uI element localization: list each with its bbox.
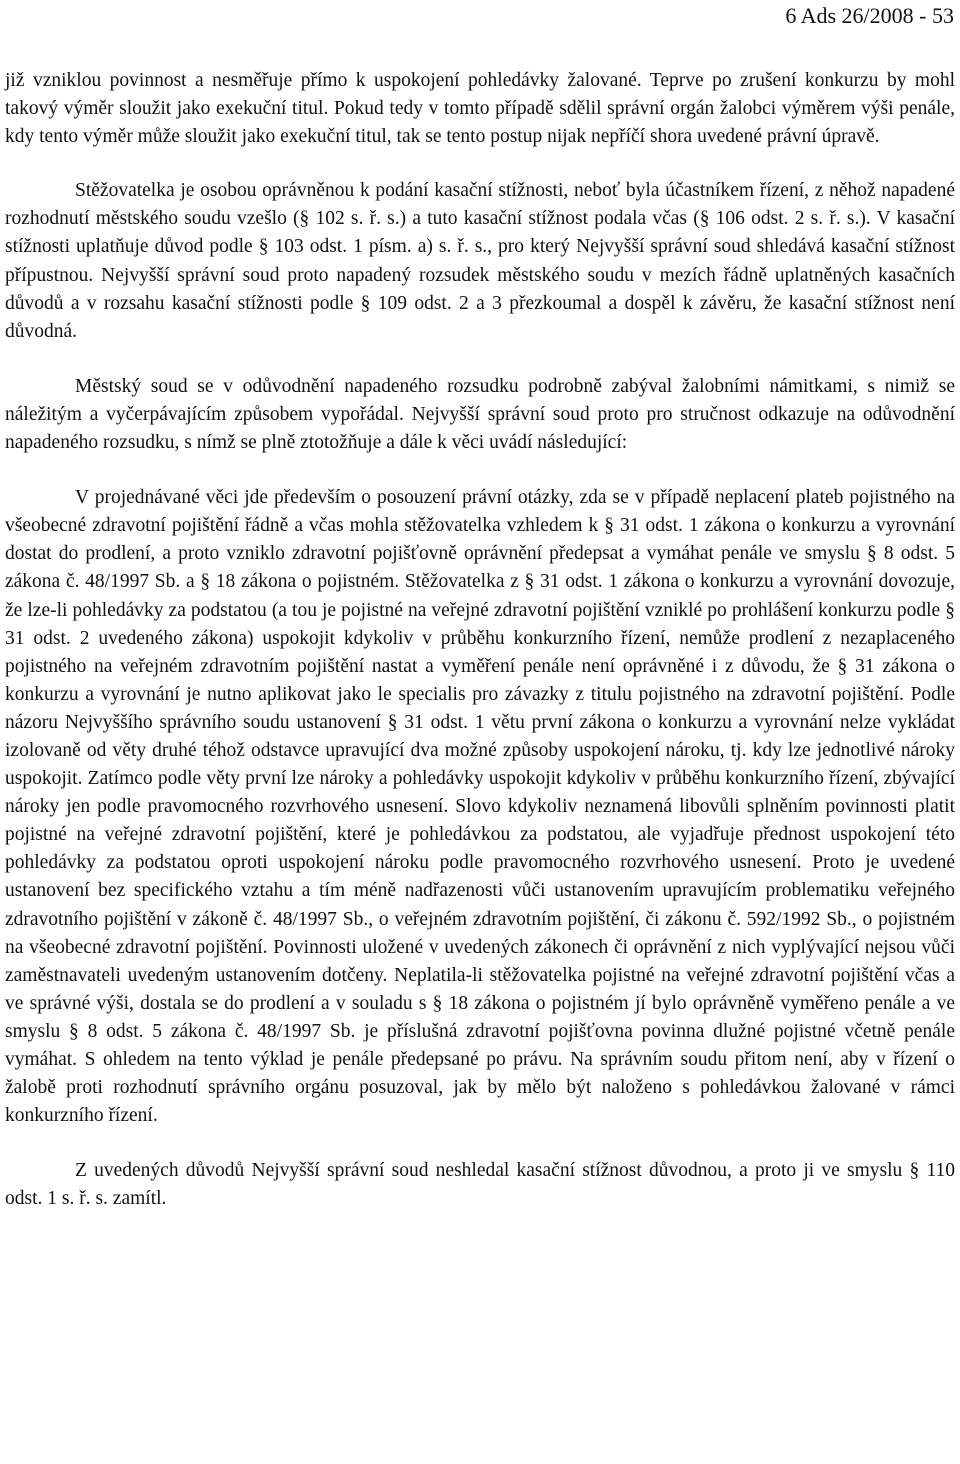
page-header-reference: 6 Ads 26/2008 - 53 bbox=[785, 3, 954, 28]
paragraph-3: Městský soud se v odůvodnění napadeného rozsudku podrobně zabýval žalobními námitkami, s nimiž se náležitým a vyčerpávajícím způsobem vypořádal. Nejvyšší správní soud proto pro stručnost odkazuje na odůvodnění napadeného rozsudku, s nímž se plně ztotožňuje a dále k věci uvádí následující: bbox=[5, 375, 955, 454]
paragraph-1: již vznikl​ou povinnost a nesměřuje přímo k uspokojení pohledávky žalované. Teprve po zrušení konkurzu by mohl takový výměr sloužit jako exekuční titul. Pokud tedy v tomto případě sdělil správní orgán žalobci výměrem výši penále, kdy tento výměr může sloužit jako exekuční titul, tak se tento postup nijak nepříčí shora uvedené právní úpravě. bbox=[5, 70, 955, 148]
paragraph-2: Stěžovatelka je osobou oprávněnou k podání kasační stížnosti, neboť byla účastníkem řízení, z něhož napadené rozhodnutí městského soudu vzešlo (§ 102 s. ř. s.) a tuto kasační stížnost podala včas (§ 106 odst. 2 s. ř. s.). V kasační stížnosti uplatňuje důvod podle § 103 odst. 1 písm. a) s. ř. s., pro který Nejvyšší správní soud shledává kasační stížnost přípustnou. Nejvyšší správní soud proto napadený rozsudek městského soudu v mezích řádně uplatněných kasačních důvodů a v rozsahu kasační stížnosti podle § 109 odst. 2 a 3 přezkoumal a dospěl k závěru, že kasační stížnost není důvodná. bbox=[5, 180, 955, 342]
paragraph-4: V projednávané věci jde především o posouzení právní otázky, zda se v případě neplacení plateb pojistného na všeobecné zdravotní pojištění řádně a včas mohla stěžovatelka vzhledem k § 31 odst. 1 zákona o konkurzu a vyrovnání dostat do prodlení, a proto vzniklo zdravotní pojišťovně oprávnění předepsat a vymáhat penále ve smyslu § 8 odst. 5 zákona č. 48/1997 Sb. a § 18 zákona o pojistném. Stěžovatelka z § 31 odst. 1 zákona o konkurzu a vyrovnání dovozuje, že lze-li pohledávky za podstatou (a tou je pojistné na veřejné zdravotní pojištění vzniklé po prohlášení konkurzu podle § 31 odst. 2 uvedeného zákona) uspokojit kdykoliv v průběhu konkurzního řízení, nemůže prodlení z nezaplaceného pojistného na veřejném zdravotním pojištění nastat a vyměření penále není oprávněné i z důvodu, že § 31 zákona o konkurzu a vyrovnání je nutno aplikovat jako le specialis pro závazky z titulu pojistného na zdravotní pojištění. Podle názoru Nejvyššího správního soudu ustanovení § 31 odst. 1 větu první zákona o konkurzu a vyrovnání nelze vykládat izolovaně od věty druhé téhož odstavce upravující dva možné způsoby uspokojení nároku, tj. kdy lze jednotlivé nároky uspokojit. Zatímco podle věty první lze nároky a pohledávky uspokojit kdykoliv v průběhu konkurzního řízení, zbývající nároky jen podle pravomocného rozvrhového usnesení. Slovo kdykoliv neznamená libovůli splněním povinnosti platit pojistné na veřejné zdravotní pojištění, které je pohledávkou za podstatou, ale vyjadřuje přednost uspokojení této pohledávky za podstatou oproti uspokojení nároku podle pravomocného rozvrhového usnesení. Proto je uvedené ustanovení bez specifického vztahu a tím méně nadřazenosti vůči ustanovením upravujícím problematiku veřejného zdravotního pojištění v zákoně č. 48/1997 Sb., o veřejném zdravotním pojištění, či zákonu č. 592/1992 Sb., o pojistném na všeobecné zdravotní pojištění. Povinnosti uložené v uvedených zákonech či oprávnění z nich vyplývající nejsou vůči zaměstnavateli uvedeným ustanovením dotčeny. Neplatila-li stěžovatelka pojistné na veřejné zdravotní pojištění včas a ve správné výši, dostala se do prodlení a v souladu s § 18 zákona o pojistném jí bylo oprávněně vyměřeno penále a ve smyslu § 8 odst. 5 zákona č. 48/1997 Sb. je příslušná zdravotní pojišťovna povinna dlužné pojistné včetně penále vymáhat. S ohledem na tento výklad je penále předepsané po právu. Na správním soudu přitom není, aby v řízení o žalobě proti rozhodnutí správního orgánu posuzoval, jak by mělo být naloženo s pohledávkou žalované v rámci konkurzního řízení. bbox=[5, 487, 955, 1127]
paragraph-5: Z uvedených důvodů Nejvyšší správní soud neshledal kasační stížnost důvodnou, a proto ji ve smyslu § 110 odst. 1 s. ř. s. zamítl. bbox=[5, 1160, 955, 1210]
document-body bbox=[5, 67, 955, 1213]
